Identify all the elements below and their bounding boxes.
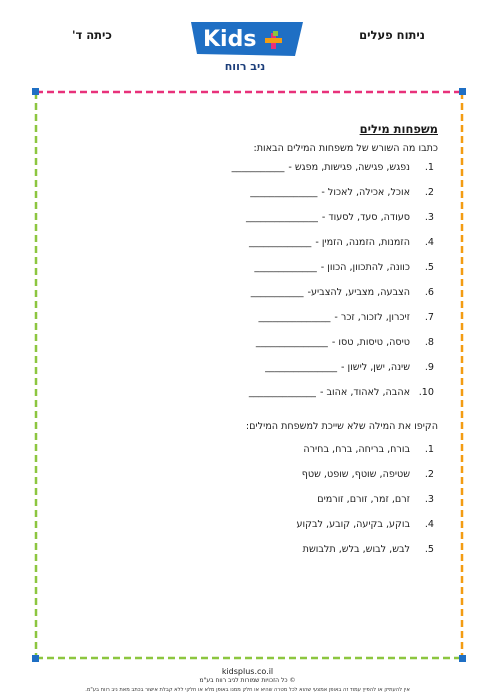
item-text: זיכרון, לזכור, זכר - <box>334 312 410 323</box>
item-text: זרם, זמר, זורם, זורמים <box>317 494 410 505</box>
answer-blank[interactable]: ______________ <box>248 387 316 398</box>
answer-blank[interactable]: ______________ <box>250 187 318 198</box>
item-number: 8. <box>424 337 434 348</box>
subject-heading: ניתוח פעלים <box>359 28 425 42</box>
answer-blank[interactable]: ___________ <box>250 287 304 298</box>
list-item <box>54 387 434 412</box>
footer-notice: אין להעתיק או להפיץ עמוד זה באופן אמצעי שהוא לכל מטרה שהיא או חלק ממנו באופן מלא או חלקי ללא קבלת אישור בכתב מאת ניב רווח בע"מ. <box>85 687 410 693</box>
item-text: סעודה, סעד, לסעוד - <box>321 212 410 223</box>
list-item <box>54 262 434 287</box>
answer-blank[interactable]: _______________ <box>245 212 318 223</box>
section2-instruction: הקיפו את המילה שלא שייכת למשפחת המילים: <box>245 421 438 432</box>
item-number: 4. <box>424 237 434 248</box>
root-exercise-list <box>54 162 434 412</box>
grade-heading: כיתה ד' <box>72 28 112 42</box>
list-item <box>54 162 434 187</box>
list-item <box>54 312 434 337</box>
item-text: בורח, בריחה, ברח, בחירה <box>303 444 410 455</box>
section1-instruction: כתבו מה השורש של משפחות המילים הבאות: <box>253 143 438 154</box>
list-item <box>54 237 434 262</box>
list-item <box>54 494 434 519</box>
item-text: שינה, ישן, לישון - <box>341 362 410 373</box>
item-text: אוכל, אכילה, לאכול - <box>321 187 410 198</box>
item-number: 1. <box>424 162 434 173</box>
item-text: הזמנות, הזמנה, הזמין - <box>315 237 410 248</box>
answer-blank[interactable]: _______________ <box>265 362 338 373</box>
item-text: בוקע, בקיעה, קובע, לבקוע <box>296 519 410 530</box>
item-number: 9. <box>424 362 434 373</box>
item-text: אהבה, לאהוד, אהוב - <box>319 387 410 398</box>
list-item <box>54 287 434 312</box>
worksheet-content <box>30 86 468 664</box>
footer-copyright: © כל הזכויות שמורות לניב רווח בע"מ <box>199 677 296 684</box>
answer-blank[interactable]: ___________ <box>231 162 285 173</box>
item-number: 1. <box>424 444 434 455</box>
list-item <box>54 444 434 469</box>
item-text: שטיפה, שוטף, שופט, שטף <box>301 469 410 480</box>
svg-text:Kids: Kids <box>203 27 257 52</box>
svg-text:ניב רווח: ניב רווח <box>224 60 266 73</box>
section-title: משפחות מילים <box>359 122 438 136</box>
answer-blank[interactable]: _____________ <box>248 237 312 248</box>
list-item <box>54 187 434 212</box>
answer-blank[interactable]: _______________ <box>258 312 331 323</box>
list-item <box>54 337 434 362</box>
item-text: הצבעה, מצביע, להצביע- <box>307 287 410 298</box>
item-text: לבש, לבוש, בלש, תלבושת <box>302 544 410 555</box>
item-number: 2. <box>424 469 434 480</box>
list-item <box>54 362 434 387</box>
item-text: כוונה, להתכוון, הכוון - <box>320 262 410 273</box>
footer-website[interactable]: kidsplus.co.il <box>221 667 274 676</box>
list-item <box>54 519 434 544</box>
answer-blank[interactable]: _____________ <box>254 262 317 273</box>
kids-logo <box>187 18 307 76</box>
item-number: 6. <box>424 287 434 298</box>
item-number: 5. <box>424 544 434 555</box>
item-number: 5. <box>424 262 434 273</box>
item-number: 4. <box>424 519 434 530</box>
odd-word-exercise-list <box>54 444 434 569</box>
list-item <box>54 469 434 494</box>
item-number: 3. <box>424 494 434 505</box>
list-item <box>54 212 434 237</box>
answer-blank[interactable]: _______________ <box>255 337 328 348</box>
list-item <box>54 544 434 569</box>
item-text: טיסה, טיסות, טסו - <box>331 337 410 348</box>
item-text: נפגש, פגישה, פגישות, מפגש - <box>288 162 410 173</box>
item-number: 3. <box>424 212 434 223</box>
item-number: 10. <box>418 387 434 398</box>
item-number: 2. <box>424 187 434 198</box>
item-number: 7. <box>424 312 434 323</box>
